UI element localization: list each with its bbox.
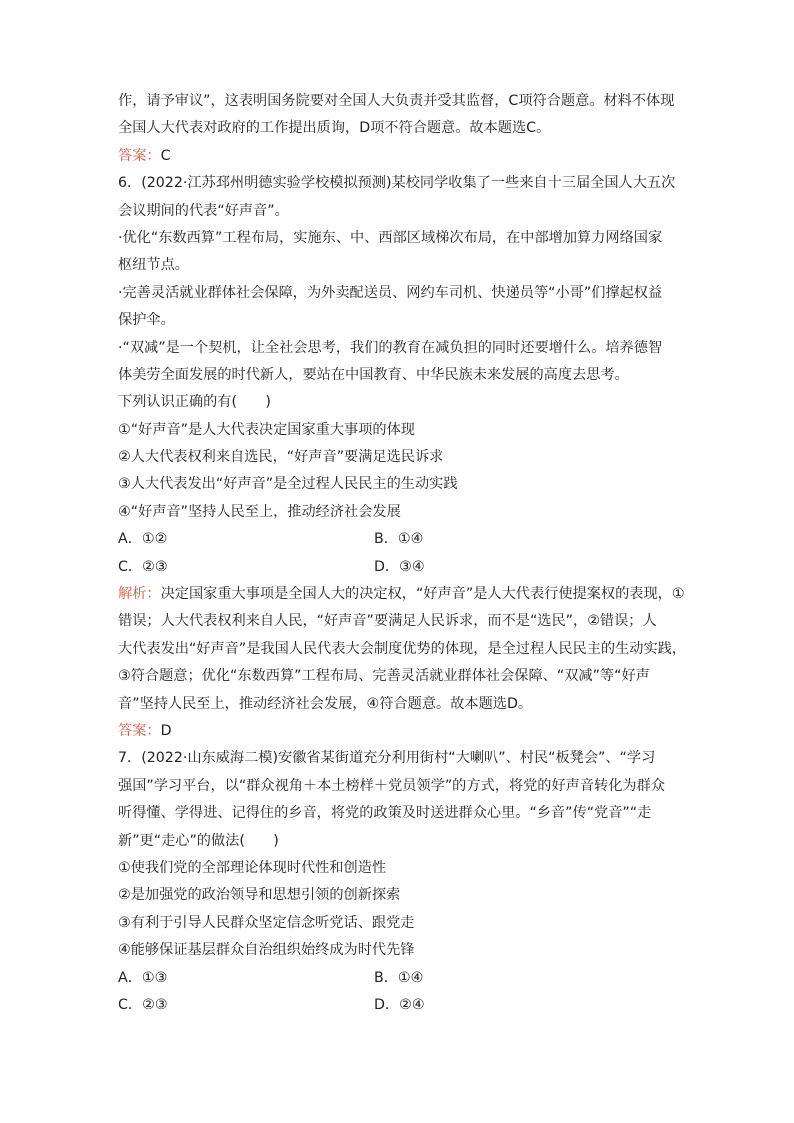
q6-item-4: ④“好声音”坚持人民至上，推动经济社会发展 xyxy=(118,503,401,520)
q6-answer xyxy=(118,718,702,745)
q7-item-1: ①使我们党的全部理论体现时代性和创造性 xyxy=(118,859,387,876)
q6-item-2: ②人大代表权利来自选民，“好声音”要满足选民诉求 xyxy=(118,449,444,466)
q6-bullet-2-line-2: 保护伞。 xyxy=(118,312,175,329)
analysis-text: 决定国家重大事项是全国人大的决定权，“好声音”是人大代表行使提案权的表现，① xyxy=(160,586,685,603)
q6-question: 下列认识正确的有( ) xyxy=(118,394,271,411)
answer-label: 答案： xyxy=(118,722,161,739)
q7-stem-line-2: 强国”学习平台，以“群众视角＋本土榜样＋党员领学”的方式，将党的好声音转化为群众 xyxy=(118,777,665,794)
q6-option-b: B．①④ xyxy=(374,531,424,548)
q6-option-a: A．①② xyxy=(118,531,168,548)
q6-option-d: D．③④ xyxy=(374,558,425,575)
q7-option-c: C．②③ xyxy=(118,996,168,1013)
q7-stem-line-3: 听得懂、学得进、记得住的乡音，将党的政策及时送进群众心里。“乡音”传“党音”“走 xyxy=(118,805,652,822)
q7-item-3: ③有利于引导人民群众坚定信念听党话、跟党走 xyxy=(118,914,415,931)
q6-options-row-2 xyxy=(118,554,702,581)
q6-options-row-1 xyxy=(118,526,702,553)
q6-analysis-line-3: 大代表发出“好声音”是我国人民代表大会制度优势的体现，是全过程人民民主的生动实践， xyxy=(118,640,687,657)
q6-analysis-line-4: ③符合题意；优化“东数西算”工程布局、完善灵活就业群体社会保障、“双减”等“好声 xyxy=(118,668,650,685)
q7-option-a: A．①③ xyxy=(118,969,168,986)
q7-options-row-2 xyxy=(118,992,702,1019)
q6-analysis-line-1 xyxy=(118,581,702,608)
q7-stem-line-4: 新”更“走心”的做法( ) xyxy=(118,832,279,849)
q7-item-4: ④能够保证基层群众自治组织始终成为时代先锋 xyxy=(118,942,415,959)
answer-value: D xyxy=(160,722,172,739)
q5-answer xyxy=(118,143,702,170)
q7-options-row-1 xyxy=(118,965,702,992)
q7-option-b: B．①④ xyxy=(374,969,424,986)
q6-bullet-3-line-2: 体美劳全面发展的时代新人，要站在中国教育、中华民族未来发展的高度去思考。 xyxy=(118,366,629,383)
q6-item-3: ③人大代表发出“好声音”是全过程人民民主的生动实践 xyxy=(118,476,458,493)
analysis-label: 解析： xyxy=(118,586,161,603)
q5-explanation-line-1: 作，请予审议”，这表明国务院要对全国人大负责并受其监督，C项符合题意。材料不体现 xyxy=(118,93,675,109)
q7-item-2: ②是加强党的政治领导和思想引领的创新探索 xyxy=(118,887,401,904)
q6-bullet-1-line-1: ·优化“东数西算”工程布局，实施东、中、西部区域梯次布局，在中部增加算力网络国家 xyxy=(118,229,663,246)
q6-option-c: C．②③ xyxy=(118,558,168,575)
q5-explanation-line-2: 全国人大代表对政府的工作提出质询，D项不符合题意。故本题选C。 xyxy=(118,120,551,137)
q6-analysis-line-5: 音”坚持人民至上，推动经济社会发展，④符合题意。故本题选D。 xyxy=(118,695,533,712)
q6-bullet-1-line-2: 枢纽节点。 xyxy=(118,257,189,274)
answer-label: 答案： xyxy=(118,147,161,164)
answer-value: C xyxy=(160,147,171,164)
q6-bullet-2-line-1: ·完善灵活就业群体社会保障，为外卖配送员、网约车司机、快递员等“小哥”们撑起权益 xyxy=(118,284,663,301)
q6-stem-line-2: 会议期间的代表“好声音”。 xyxy=(118,202,289,219)
q6-analysis-line-2: 错误；人大代表权利来自人民，“好声音”要满足人民诉求，而不是“选民”，②错误；人 xyxy=(118,613,657,630)
q6-item-1: ①“好声音”是人大代表决定国家重大事项的体现 xyxy=(118,421,415,438)
document-page xyxy=(118,88,702,1019)
q7-option-d: D．②④ xyxy=(374,996,425,1013)
q6-bullet-3-line-1: ·“双减”是一个契机，让全社会思考，我们的教育在减负担的同时还要增什么。培养德智 xyxy=(118,339,663,356)
q7-stem-line-1: 7．(2022·山东威海二模)安徽省某街道充分利用街村“大喇叭”、村民“板凳会”、“学习 xyxy=(118,750,656,767)
q6-stem-line-1: 6．(2022·江苏邳州明德实验学校模拟预测)某校同学收集了一些来自十三届全国人大五次 xyxy=(118,175,676,192)
